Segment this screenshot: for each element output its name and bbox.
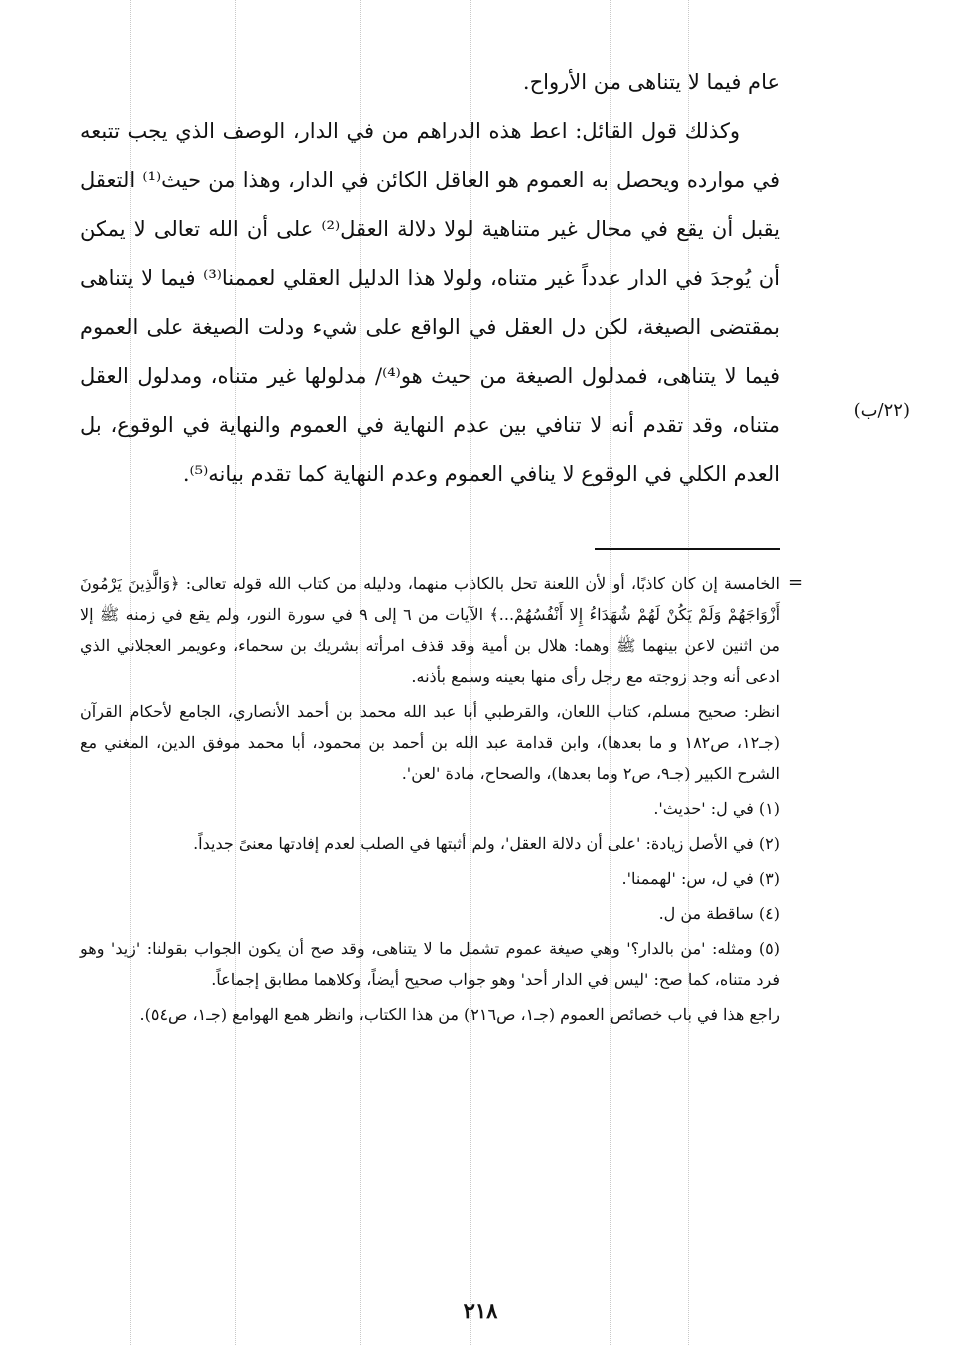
footnote-item: راجع هذا في باب خصائص العموم (جـ١، ص٢١٦) من هذا الكتاب، وانظر همع الهوامع (جـ١، ص٥٤). <box>139 1005 780 1024</box>
footnote-separator <box>595 548 780 550</box>
main-text <box>80 58 780 499</box>
footnote-item: (٤) ساقطة من ل. <box>658 904 780 923</box>
paragraph-continuation: عام فيما لا يتناهى من الأرواح. <box>522 70 780 94</box>
footnote-item: (٣) في ل، س: 'لهممنا'. <box>621 869 780 888</box>
page-number: ٢١٨ <box>463 1298 498 1323</box>
footnote-continuation-marker: = <box>788 572 804 593</box>
footnote-item: (٢) في الأصل زيادة: 'على أن دلالة العقل'، ولم أثبتها في الصلب لعدم إفادتها معنىً جديداً. <box>193 834 780 853</box>
footnote-item: الخامسة إن كان كاذبًا، أو لأن اللعنة تحل بالكاذب منهما، ودليله من كتاب الله قوله تعالى: ﴿وَالَّذِينَ يَرْمُونَ أَزْوَاجَهُمْ وَلَمْ يَكُنْ لَهُمْ شُهَدَاءُ إِلا أَنْفُسُهُمْ...﴾ الآيات من ٦ إلى ٩ في سورة النور، ولم يقع في زمنه ﷺ إلا من اثنين لاعن بينهما ﷺ وهما: هلال بن أمية وقد قذف امرأته بشريك بن سحماء، وعويمر العجلاني الذي ادعى أنه وجد زوجته مع رجل رأى منها بعينه وسمع بأذنه. <box>80 574 781 686</box>
footnote-item: (١) في ل: 'حديث'. <box>653 799 780 818</box>
footnote-item: (٥) ومثله: 'من بالدار؟' وهي صيغة عموم تشمل ما لا يتناهى، وقد صح أن يكون الجواب بقولنا: 'زيد' وهو فرد متناه، كما صح: 'ليس في الدار أحد' وهو جواب صحيح أيضاً، وكلاهما مطابق إجماعاً. <box>80 939 780 989</box>
footnotes <box>80 568 780 1034</box>
folio-margin-note: (٢٢/ب) <box>853 400 910 421</box>
footnote-item: انظر: صحيح مسلم، كتاب اللعان، والقرطبي أبا عبد الله محمد بن أحمد الأنصاري، الجامع لأحكام القرآن (جـ١٢، ص١٨٢ و ما بعدها)، وابن قدامة عبد الله بن أحمد بن محمود، أبا محمد موفق الدين، المغني مع الشرح الكبير (جـ٩، ص٢ وما بعدها)، والصحاح، مادة 'لعن'. <box>80 702 780 783</box>
paragraph-main: وكذلك قول القائل: اعط هذه الدراهم من في الدار، الوصف الذي يجب تتبعه في موارده ويحصل به العموم هو العاقل الكائن في الدار، وهذا من حيث⁽¹⁾ التعقل يقبل أن يقع في محال غير متناهية لولا دلالة العقل⁽²⁾ على أن الله تعالى لا يمكن أن يُوجدَ في الدار عدداً غير متناه، ولولا هذا الدليل العقلي لعممنا⁽³⁾ فيما لا يتناهى بمقتضى الصيغة، لكن دل العقل في الواقع على شيء ودلت الصيغة على العموم فيما لا يتناهى، فمدلول الصيغة من حيث هو⁽⁴⁾/ مدلولها غير متناه، ومدلول العقل متناه، وقد تقدم أنه لا تنافي بين عدم النهاية في العموم والنهاية في الوقوع، بل العدم الكلي في الوقوع لا ينافي العموم وعدم النهاية كما تقدم بيانه⁽⁵⁾. <box>80 119 781 486</box>
